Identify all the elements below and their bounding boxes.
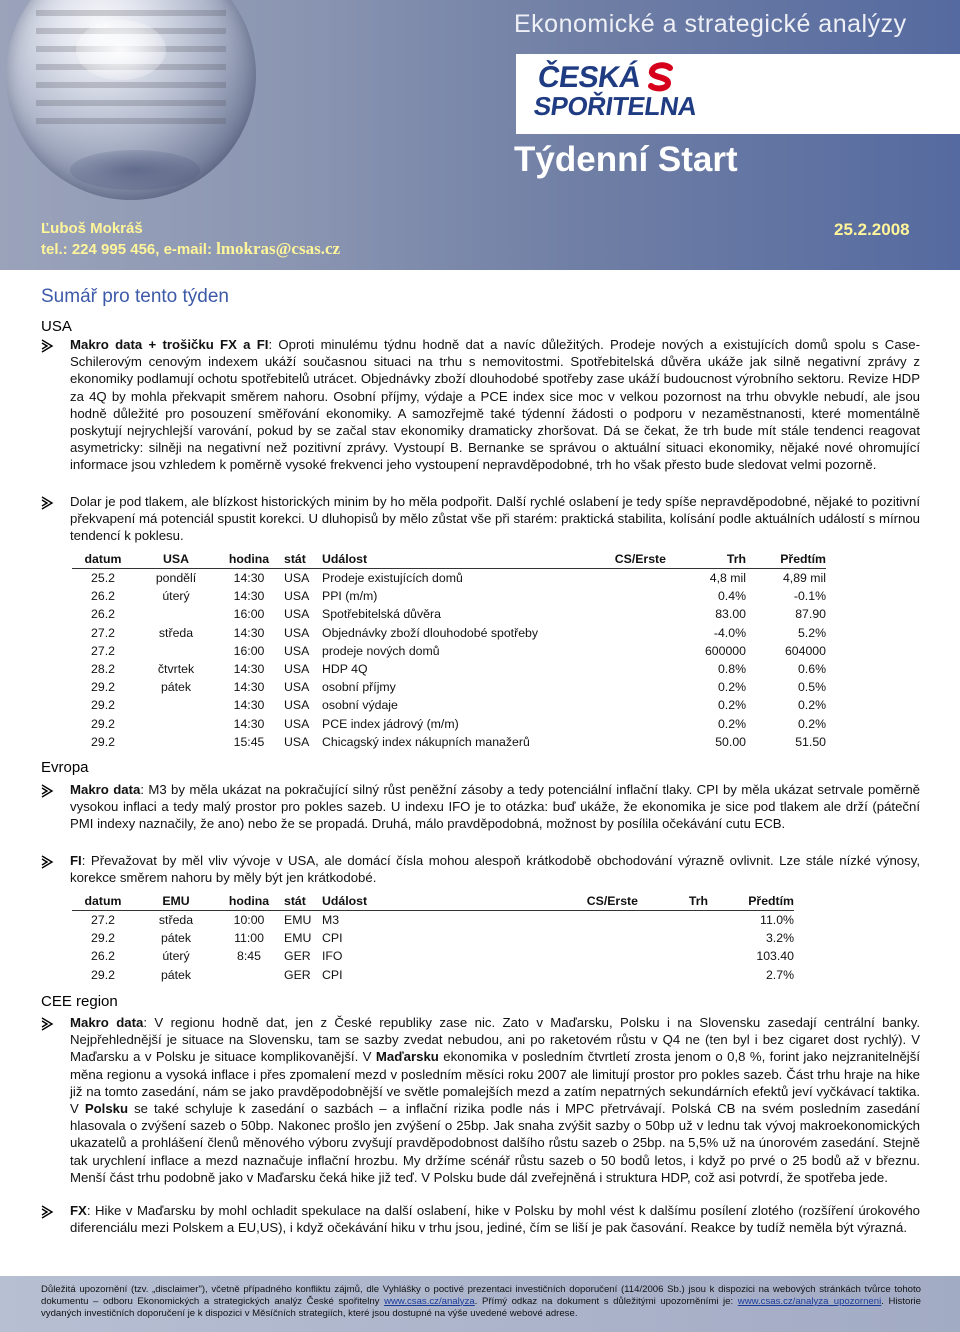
- logo-s-mark-icon: [644, 62, 678, 96]
- cell-predtim: 4,89 mil: [782, 571, 826, 586]
- cell-datum: 27.2: [91, 913, 115, 928]
- cee-bullet-fx: [70, 1202, 920, 1236]
- cell-predtim: 87.90: [795, 607, 826, 622]
- table-row: [72, 966, 794, 984]
- cee-bullet-macro-p2: ekonomika v posledním čtvrtletí zrosta jenom o 0,8 %, forint jako nejzranitelnější měna regionu a vysoká inflace i přes zpomalení mezd v posledním měsíci roku 2007 ale limitují prostor pro pokles sazeb. Část trhu hraje na hike již na tomto zasedání, nám se jako pravděpodobnější ve světle pomalejších mezd a zatím nepatrných sekundárních efektů jeví vyčkávací taktika. V: [70, 1049, 920, 1117]
- cell-trh: [638, 966, 708, 984]
- table-header-row: [72, 892, 794, 911]
- cell-hodina: 14:30: [233, 698, 265, 713]
- cell-predtim: 103.40: [756, 949, 794, 964]
- col-udalost: Událost: [318, 550, 586, 569]
- footer-link-upozorneni[interactable]: www.csas.cz/analyza_upozorneni: [737, 1295, 882, 1307]
- globe-shadow: [70, 150, 200, 190]
- cell-day: úterý: [162, 949, 190, 964]
- cell-datum: 29.2: [91, 698, 115, 713]
- cell-predtim: 51.50: [795, 734, 826, 749]
- cell-predtim: 5.2%: [797, 625, 826, 640]
- bullet-arrow-icon: [40, 339, 54, 353]
- cell-hodina: 14:30: [233, 571, 265, 586]
- table-row: [72, 911, 794, 930]
- cell-trh: [638, 929, 708, 947]
- cell-trh: 0.4%: [717, 589, 746, 604]
- europe-bullet-fi-lead: FI: [70, 853, 82, 868]
- cell-day: [134, 733, 218, 751]
- cell-cs-erste: [586, 624, 666, 642]
- col-datum: datum: [72, 892, 134, 911]
- cell-cs-erste: [586, 587, 666, 605]
- cell-datum: 29.2: [91, 680, 115, 695]
- footer-text-3: . Historie vydaných investičních doporučení je k dispozici v Měsíčních strategiích, které jsou dostupné na výše uvedené webové adrese.: [41, 1295, 921, 1319]
- footer-text-2: . Přímý odkaz na dokument s důležitými upozorněními je:: [474, 1295, 738, 1307]
- footer-link-analyza[interactable]: www.csas.cz/analyza: [384, 1295, 475, 1307]
- col-udalost: Událost: [318, 892, 556, 911]
- cell-stat: USA: [284, 589, 310, 604]
- cell-predtim: 0.5%: [797, 680, 826, 695]
- cell-stat: GER: [284, 967, 311, 982]
- table-row: [72, 642, 826, 660]
- cell-hodina: 16:00: [233, 643, 265, 658]
- table-row: [72, 715, 826, 733]
- cell-udalost: osobní výdaje: [322, 698, 398, 713]
- cell-hodina: 11:00: [234, 931, 264, 946]
- cell-trh: 0.8%: [717, 662, 746, 677]
- europe-calendar-table: [72, 892, 794, 984]
- author-email-link[interactable]: lmokras@csas.cz: [216, 239, 341, 258]
- cee-bullet-fx-text: : Hike v Maďarsku by mohl ochladit spekulace na další oslabení, hike v Polsku by mohl vést k dalšímu posílení zlotého (rozšíření úrokového diferenciálu mezi Polskem a EU,US), i když očekávání hiku v trhu jsou, jediné, čím se liší je pak časování. Reakce by tudíž neměla být výrazná.: [70, 1203, 920, 1236]
- cell-datum: 26.2: [91, 589, 115, 604]
- table-row: [72, 947, 794, 965]
- bullet-arrow-icon: [40, 1205, 54, 1219]
- cell-trh: 0.2%: [717, 716, 746, 731]
- report-date: 25.2.2008: [834, 220, 910, 239]
- col-trh: Trh: [638, 892, 708, 911]
- cee-bullet-macro: [70, 1014, 920, 1186]
- cell-trh: [638, 947, 708, 965]
- cell-hodina: 14:30: [233, 589, 265, 604]
- table-row: [72, 733, 826, 751]
- cell-stat: USA: [284, 680, 310, 695]
- cell-stat: USA: [284, 643, 310, 658]
- cell-stat: USA: [284, 625, 310, 640]
- cell-day: pátek: [160, 931, 192, 946]
- cell-udalost: Prodeje existujících domů: [322, 571, 463, 586]
- cell-predtim: 3.2%: [765, 931, 794, 946]
- table-row: [72, 624, 826, 642]
- col-trh: Trh: [666, 550, 746, 569]
- logo-line-2: SPOŘITELNA: [531, 91, 699, 121]
- cell-udalost: IFO: [322, 949, 343, 964]
- cell-stat: USA: [284, 698, 310, 713]
- cell-udalost: CPI: [322, 967, 343, 982]
- table-row: [72, 929, 794, 947]
- cell-udalost: prodeje nových domů: [322, 643, 440, 658]
- cell-day: [134, 642, 218, 660]
- cell-cs-erste: [586, 733, 666, 751]
- cell-trh: -4.0%: [713, 625, 746, 640]
- cell-day: středa: [158, 913, 194, 928]
- col-stat: stát: [280, 892, 318, 911]
- cell-predtim: 0.6%: [797, 662, 826, 677]
- table-row: [72, 605, 826, 623]
- usa-bullet-macro-text: : Oproti minulému týdnu hodně dat a navíc důležitých. Prodeje nových a existujících domů spolu s Case-Schilerovým cenovým indexem ukáží současnou situaci na trhu s nemovitostmi. Spotřebitelská důvěra ukáže jak silně negativní zprávy z ekonomiky podlamují ochotu spotřebitelů utrácet. Objednávky zboží dlouhodobé spotřeby zase ukáží budoucnost výrobního sektoru. Revize HDP za 4Q by mohla překvapit směrem nahoru. Osobní příjmy, výdaje a PCE index sice moc v velkou pozornost na trhu obvykle nebudí, ale jsou hodně důležité pro posouzení směřování ekonomiky. A samozřejmě také týdenní žádosti o podporu v nezaměstnanosti, které momentálně poskytují nejrychlejší varování, pokud by se začal stav ekonomiky dramaticky zhoršovat. Dá se čekat, že trh bude mít stále tendenci reagovat asymetricky: silněji na negativní než pozitivní zprávy. Vystoupí B. Bernanke se správou o aktuální situaci ekonomiky, nějaké nové ohromující informace jsou vzhledem k poměrně vysoké frekvenci jeho vystoupení nepravděpodobné, trh ho však přesto bude sledovat velmi pozorně.: [70, 337, 920, 473]
- col-hodina: hodina: [218, 892, 280, 911]
- cell-cs-erste: [586, 660, 666, 678]
- cell-stat: USA: [284, 716, 310, 731]
- cell-trh: [638, 911, 708, 930]
- cell-datum: 29.2: [91, 734, 115, 749]
- cell-hodina: 14:30: [233, 716, 265, 731]
- cell-datum: 29.2: [91, 716, 115, 731]
- cell-predtim: 0.2%: [797, 716, 826, 731]
- cell-udalost: PPI (m/m): [322, 589, 378, 604]
- europe-bullet-macro-lead: Makro data: [70, 782, 141, 797]
- footer-text-1: Důležitá upozornění (tzv. „disclaimer"), včetně případného konfliktu zájmů, dle Vyhlášky o poctivé prezentaci investičních doporučení (114/2006 Sb.) jsou k dispozici na webových stránkách tvůrce tohoto dokumentu – odboru Ekonomických a strategických analýz České spořitelny: [41, 1284, 921, 1307]
- cell-trh: 0.2%: [717, 698, 746, 713]
- cell-hodina: 15:45: [233, 734, 265, 749]
- table-header-row: [72, 550, 826, 569]
- cell-udalost: Spotřebitelská důvěra: [322, 607, 441, 622]
- col-cs-erste: CS/Erste: [556, 892, 638, 911]
- cell-cs-erste: [586, 642, 666, 660]
- table-row: [72, 678, 826, 696]
- disclaimer-footer: [41, 1284, 921, 1319]
- cell-trh: 83.00: [715, 607, 746, 622]
- usa-calendar-table: [72, 550, 826, 751]
- author-block: [41, 219, 340, 260]
- cell-udalost: CPI: [322, 931, 343, 946]
- cell-datum: 28.2: [91, 662, 115, 677]
- cell-stat: USA: [284, 662, 310, 677]
- cell-predtim: 11.0%: [760, 913, 794, 928]
- col-cs-erste: CS/Erste: [586, 550, 666, 569]
- usa-bullet-macro-lead: Makro data + trošičku FX a FI: [70, 337, 269, 352]
- author-name: Ľuboš Mokráš: [41, 220, 143, 237]
- bullet-arrow-icon: [40, 855, 54, 869]
- table-row: [72, 587, 826, 605]
- cee-bullet-fx-lead: FX: [70, 1203, 87, 1218]
- cell-day: [134, 696, 218, 714]
- cell-datum: 26.2: [91, 607, 115, 622]
- cell-datum: 29.2: [91, 931, 115, 946]
- cell-datum: 29.2: [91, 967, 115, 982]
- department-title: Ekonomické a strategické analýzy: [514, 10, 907, 38]
- bullet-arrow-icon: [40, 496, 54, 510]
- cell-day: středa: [158, 625, 194, 640]
- cee-bullet-macro-poland: Polsku: [84, 1101, 129, 1117]
- cell-hodina: 10:00: [233, 913, 265, 928]
- bullet-arrow-icon: [40, 1017, 54, 1031]
- cee-bullet-macro-lead: Makro data: [70, 1015, 144, 1030]
- cell-stat: USA: [284, 571, 310, 586]
- cell-day: úterý: [162, 589, 190, 604]
- cell-trh: 50.00: [715, 734, 746, 749]
- cee-bullet-macro-p3: se také schyluje k zasedání o sazbách – a inflační rizika podle nás i MPC přetrvávají. Polská CB na svém posledním zasedání hlasovala o zvýšení sazeb o 50bp. Nakonec prošlo jen zvýšení o 25bp. Jak snaha zvýšit sazby o 50bp už v lednu tak vývoj makroekonomických ukazatelů a prohlášení členů měnového výboru zvyšují pravděpodobnost dalšího růstu sazeb o 25bp. na 5,5% už na únorovém zasedání. Stejně tak urychlení inflace a mezd naznačuje inflační hrozbu. My držíme scénář růstu sazeb o 50 bodů letos, i když po prvé o 25 bodů až v březnu. Menší část trhu podobně jako v Maďarsku čeká hike již teď. V Polsku bude dál zveřejněná i struktura HDP, což asi potvrdí, že spotřeba jede.: [70, 1101, 920, 1185]
- cell-datum: 27.2: [91, 625, 115, 640]
- cell-cs-erste: [556, 929, 638, 947]
- cell-cs-erste: [586, 569, 666, 588]
- cell-udalost: Objednávky zboží dlouhodobé spotřeby: [322, 625, 539, 640]
- cell-udalost: osobní příjmy: [322, 680, 396, 695]
- col-predtim: Předtím: [708, 892, 794, 911]
- cell-trh: 600000: [704, 643, 746, 658]
- cell-cs-erste: [586, 678, 666, 696]
- table-row: [72, 660, 826, 678]
- table-row: [72, 569, 826, 588]
- cell-stat: USA: [284, 607, 310, 622]
- cell-udalost: HDP 4Q: [322, 662, 368, 677]
- cell-cs-erste: [586, 605, 666, 623]
- cell-datum: 26.2: [91, 949, 115, 964]
- summary-title: Sumář pro tento týden: [41, 286, 229, 307]
- cell-day: [134, 605, 218, 623]
- cell-predtim: 0.2%: [797, 698, 826, 713]
- cee-bullet-macro-hungary: Maďarsku: [375, 1049, 439, 1065]
- col-region: USA: [134, 550, 218, 569]
- bullet-arrow-icon: [40, 784, 54, 798]
- cell-day: pondělí: [155, 571, 197, 586]
- cell-hodina: 8:45: [237, 949, 261, 964]
- europe-bullet-fi: [70, 852, 920, 886]
- author-contact: tel.: 224 995 456, e-mail:: [41, 241, 217, 258]
- cell-day: [134, 715, 218, 733]
- cell-udalost: PCE index jádrový (m/m): [322, 716, 459, 731]
- europe-bullet-fi-text: : Převažovat by měl vliv vývoje v USA, ale domácí čísla mohou alespoň krátkodobě obchodování výrazně ovlivnit. Lze stále nízké výnosy, korekce směrem nahoru by měly být jen krátkodobé.: [70, 853, 920, 886]
- report-header: [0, 0, 960, 270]
- cell-cs-erste: [556, 966, 638, 984]
- table-row: [72, 696, 826, 714]
- cell-predtim: 2.7%: [765, 967, 794, 982]
- logo-line-1: ČESKÁ: [535, 61, 643, 94]
- cell-cs-erste: [556, 947, 638, 965]
- cell-datum: 25.2: [91, 571, 115, 586]
- cell-hodina: 14:30: [233, 680, 265, 695]
- col-stat: stát: [280, 550, 318, 569]
- col-datum: datum: [72, 550, 134, 569]
- cell-hodina: 16:00: [233, 607, 265, 622]
- col-predtim: Předtím: [746, 550, 826, 569]
- europe-bullet-macro-text: : M3 by měla ukázat na pokračující silný růst peněžní zásoby a tedy potenciální inflační tlaky. CPI by měla ukázat setrvale poměrně vysokou inflaci a tedy malý prostor pro pokles sazeb. U indexu IFO je to otázka: buď ukáže, že ekonomika je sice pod tlakem ale drží (páteční PMI indexy naznačily, že ano) nebo že se propadá. Druhá, málo pravděpodobná, možnost by posílila očekávání cutu ECB.: [70, 782, 920, 832]
- cell-day: pátek: [160, 967, 192, 982]
- cell-hodina: 14:30: [233, 662, 265, 677]
- cell-cs-erste: [556, 911, 638, 930]
- cell-stat: EMU: [284, 913, 312, 928]
- region-heading-usa: USA: [41, 318, 72, 335]
- cell-stat: EMU: [284, 931, 312, 946]
- bank-logo: [516, 54, 960, 134]
- cell-stat: USA: [284, 734, 310, 749]
- cell-hodina: 14:30: [233, 625, 265, 640]
- cell-trh: 4,8 mil: [709, 571, 746, 586]
- usa-bullet-macro: [70, 336, 920, 474]
- cell-predtim: 604000: [784, 643, 826, 658]
- cell-day: pátek: [160, 680, 192, 695]
- cell-stat: GER: [284, 949, 311, 964]
- col-region: EMU: [134, 892, 218, 911]
- usa-bullet-fx: Dolar je pod tlakem, ale blízkost historických minim by ho měla podpořit. Další rychlé oslabení je tedy spíše nepravděpodobné, nějaké to pozitivní překvapení má potenciál spustit korekci. U dluhopisů by mělo zůstat vše při starém: praktická stabilita, kolísání podle aktuálních událostí s mírnou tendencí k poklesu.: [70, 494, 920, 544]
- cell-udalost: M3: [322, 913, 340, 928]
- cell-predtim: -0.1%: [793, 589, 826, 604]
- cell-cs-erste: [586, 696, 666, 714]
- cee-bullet-macro-p1: : V regionu hodně dat, jen z České republiky zase nic. Zato v Maďarsku, Polsku i na Slovensku zasedají centrální banky. Nejpřehlednější je situace na Slovensku, tam se sazby zvedat nebudou, ani po raketovém růstu v Q4 ne (ten byl i bez cigaret dost rychlý). V Maďarsku a v Polsku je situace komplikovanější. V: [70, 1015, 920, 1065]
- col-hodina: hodina: [218, 550, 280, 569]
- cell-udalost: Chicagský index nákupních manažerů: [322, 734, 530, 749]
- cell-trh: 0.2%: [717, 680, 746, 695]
- cell-day: čtvrtek: [157, 662, 195, 677]
- region-heading-europe: Evropa: [41, 759, 89, 776]
- europe-bullet-macro: [70, 781, 920, 833]
- cell-datum: 27.2: [91, 643, 115, 658]
- cell-hodina: [218, 966, 280, 984]
- cell-cs-erste: [586, 715, 666, 733]
- report-name: Týdenní Start: [514, 140, 738, 179]
- region-heading-cee: CEE region: [41, 993, 118, 1010]
